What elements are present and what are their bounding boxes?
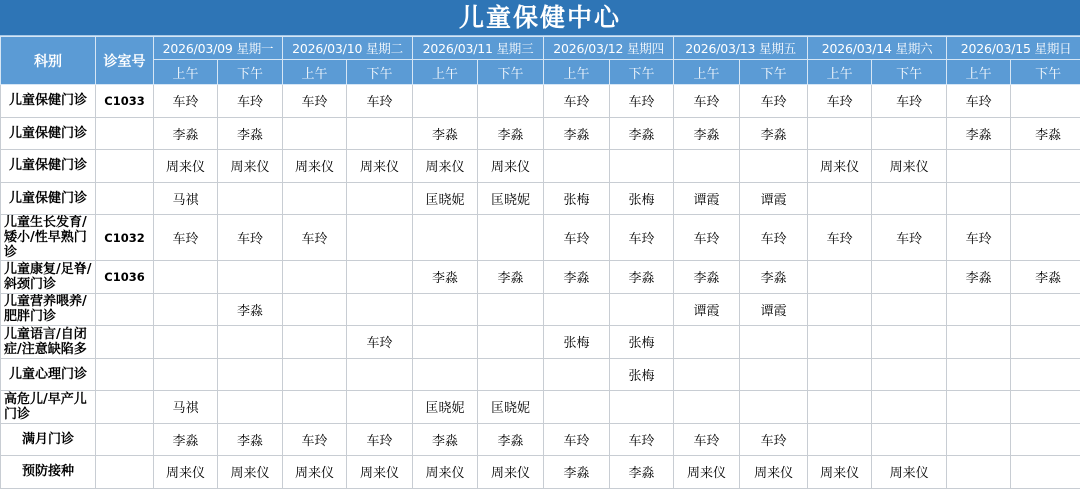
room-cell: [96, 326, 154, 359]
doctor-cell: 李淼: [740, 261, 808, 294]
doctor-cell: [413, 215, 478, 261]
doctor-cell: 李淼: [413, 423, 478, 456]
doctor-cell: [154, 293, 218, 326]
doctor-cell: [610, 293, 674, 326]
doctor-cell: [218, 182, 283, 215]
doctor-cell: 李淼: [218, 117, 283, 150]
table-row: [1, 85, 1080, 118]
pm-header: 下午: [218, 60, 283, 85]
room-cell: C1033: [96, 85, 154, 118]
doctor-cell: [413, 85, 478, 118]
room-cell: C1032: [96, 215, 154, 261]
doctor-cell: [478, 326, 544, 359]
date-header: 2026/03/15 星期日: [947, 37, 1080, 60]
doctor-cell: 张梅: [610, 358, 674, 391]
doctor-cell: 车玲: [610, 423, 674, 456]
doctor-cell: [347, 117, 413, 150]
doctor-cell: [872, 358, 947, 391]
table-row: [1, 261, 1080, 294]
doctor-cell: 李淼: [544, 261, 610, 294]
table-row: [1, 182, 1080, 215]
doctor-cell: [674, 391, 740, 424]
doctor-cell: 周来仪: [347, 150, 413, 183]
doctor-cell: 匡晓妮: [478, 182, 544, 215]
doctor-cell: [808, 182, 872, 215]
doctor-cell: 谭霞: [674, 182, 740, 215]
doctor-cell: 周来仪: [218, 456, 283, 489]
doctor-cell: 周来仪: [872, 456, 947, 489]
doctor-cell: 车玲: [740, 215, 808, 261]
table-row: [1, 456, 1080, 489]
doctor-cell: 周来仪: [740, 456, 808, 489]
doctor-cell: [808, 358, 872, 391]
am-header: 上午: [154, 60, 218, 85]
doctor-cell: [872, 326, 947, 359]
am-header: 上午: [674, 60, 740, 85]
doctor-cell: 李淼: [544, 117, 610, 150]
doctor-cell: [544, 293, 610, 326]
doctor-cell: 周来仪: [413, 456, 478, 489]
doctor-cell: 匡晓妮: [478, 391, 544, 424]
doctor-cell: [872, 293, 947, 326]
doctor-cell: [1011, 215, 1080, 261]
doctor-cell: 周来仪: [478, 150, 544, 183]
room-cell: [96, 182, 154, 215]
doctor-cell: 李淼: [544, 456, 610, 489]
doctor-cell: 周来仪: [154, 456, 218, 489]
doctor-cell: 车玲: [544, 423, 610, 456]
doctor-cell: [218, 391, 283, 424]
doctor-cell: [283, 358, 347, 391]
doctor-cell: 周来仪: [347, 456, 413, 489]
doctor-cell: [740, 391, 808, 424]
doctor-cell: 匡晓妮: [413, 391, 478, 424]
doctor-cell: [544, 150, 610, 183]
doctor-cell: [947, 293, 1011, 326]
doctor-cell: [413, 358, 478, 391]
doctor-cell: 车玲: [218, 85, 283, 118]
doctor-cell: 周来仪: [674, 456, 740, 489]
doctor-cell: 张梅: [544, 326, 610, 359]
doctor-cell: [1011, 456, 1080, 489]
doctor-cell: 周来仪: [478, 456, 544, 489]
date-header: 2026/03/09 星期一: [154, 37, 283, 60]
doctor-cell: 周来仪: [154, 150, 218, 183]
doctor-cell: 李淼: [740, 117, 808, 150]
doctor-cell: [347, 293, 413, 326]
department-cell: 高危儿/早产儿门诊: [1, 391, 96, 424]
doctor-cell: 李淼: [947, 261, 1011, 294]
room-cell: [96, 423, 154, 456]
doctor-cell: 车玲: [674, 85, 740, 118]
doctor-cell: 李淼: [154, 117, 218, 150]
room-header: 诊室号: [96, 37, 154, 85]
doctor-cell: 李淼: [610, 261, 674, 294]
doctor-cell: 车玲: [283, 85, 347, 118]
department-cell: 儿童心理门诊: [1, 358, 96, 391]
doctor-cell: 车玲: [674, 215, 740, 261]
department-header: 科别: [1, 37, 96, 85]
table-row: [1, 423, 1080, 456]
doctor-cell: [218, 326, 283, 359]
department-cell: 儿童营养喂养/肥胖门诊: [1, 293, 96, 326]
doctor-cell: [544, 358, 610, 391]
doctor-cell: [478, 358, 544, 391]
doctor-cell: 车玲: [347, 423, 413, 456]
doctor-cell: [674, 358, 740, 391]
pm-header: 下午: [347, 60, 413, 85]
date-header: 2026/03/14 星期六: [808, 37, 947, 60]
department-cell: 儿童保健门诊: [1, 182, 96, 215]
doctor-cell: 车玲: [872, 215, 947, 261]
doctor-cell: 车玲: [283, 215, 347, 261]
doctor-cell: 李淼: [218, 293, 283, 326]
doctor-cell: [872, 117, 947, 150]
doctor-cell: 谭霞: [740, 182, 808, 215]
doctor-cell: [1011, 182, 1080, 215]
doctor-cell: [808, 293, 872, 326]
doctor-cell: 张梅: [610, 182, 674, 215]
doctor-cell: 周来仪: [283, 150, 347, 183]
department-cell: 儿童语言/自闭症/注意缺陷多: [1, 326, 96, 359]
pm-header: 下午: [478, 60, 544, 85]
doctor-cell: [947, 358, 1011, 391]
doctor-cell: 车玲: [872, 85, 947, 118]
table-row: [1, 358, 1080, 391]
doctor-cell: [1011, 358, 1080, 391]
doctor-cell: 李淼: [478, 261, 544, 294]
doctor-cell: [947, 326, 1011, 359]
doctor-cell: [1011, 326, 1080, 359]
doctor-cell: 李淼: [413, 117, 478, 150]
doctor-cell: 李淼: [218, 423, 283, 456]
doctor-cell: [283, 326, 347, 359]
doctor-cell: [674, 150, 740, 183]
schedule-table: [0, 36, 1080, 489]
doctor-cell: [872, 182, 947, 215]
pm-header: 下午: [872, 60, 947, 85]
doctor-cell: [347, 182, 413, 215]
doctor-cell: [154, 358, 218, 391]
doctor-cell: [544, 391, 610, 424]
doctor-cell: 车玲: [544, 85, 610, 118]
doctor-cell: 李淼: [674, 117, 740, 150]
doctor-cell: 李淼: [413, 261, 478, 294]
doctor-cell: [478, 215, 544, 261]
doctor-cell: [347, 358, 413, 391]
room-cell: C1036: [96, 261, 154, 294]
doctor-cell: [872, 261, 947, 294]
doctor-cell: 车玲: [283, 423, 347, 456]
doctor-cell: 马祺: [154, 182, 218, 215]
doctor-cell: 车玲: [740, 423, 808, 456]
doctor-cell: [808, 261, 872, 294]
doctor-cell: [1011, 423, 1080, 456]
doctor-cell: [947, 423, 1011, 456]
doctor-cell: 车玲: [347, 85, 413, 118]
doctor-cell: [154, 326, 218, 359]
doctor-cell: 李淼: [947, 117, 1011, 150]
department-cell: 儿童保健门诊: [1, 150, 96, 183]
doctor-cell: [1011, 293, 1080, 326]
doctor-cell: 匡晓妮: [413, 182, 478, 215]
doctor-cell: [872, 391, 947, 424]
doctor-cell: [283, 391, 347, 424]
department-cell: 儿童保健门诊: [1, 85, 96, 118]
doctor-cell: 车玲: [610, 215, 674, 261]
department-cell: 儿童生长发育/矮小/性早熟门诊: [1, 215, 96, 261]
doctor-cell: [740, 326, 808, 359]
doctor-cell: [347, 391, 413, 424]
doctor-cell: 李淼: [154, 423, 218, 456]
room-cell: [96, 293, 154, 326]
department-cell: 满月门诊: [1, 423, 96, 456]
doctor-cell: 张梅: [610, 326, 674, 359]
doctor-cell: 车玲: [674, 423, 740, 456]
table-row: [1, 117, 1080, 150]
doctor-cell: [283, 261, 347, 294]
doctor-cell: 车玲: [544, 215, 610, 261]
doctor-cell: [218, 358, 283, 391]
doctor-cell: 李淼: [478, 117, 544, 150]
doctor-cell: [1011, 85, 1080, 118]
department-cell: 预防接种: [1, 456, 96, 489]
table-row: [1, 293, 1080, 326]
doctor-cell: 马祺: [154, 391, 218, 424]
table-row: [1, 150, 1080, 183]
doctor-cell: [154, 261, 218, 294]
doctor-cell: [740, 150, 808, 183]
table-row: [1, 215, 1080, 261]
am-header: 上午: [808, 60, 872, 85]
doctor-cell: 李淼: [610, 456, 674, 489]
pm-header: 下午: [610, 60, 674, 85]
doctor-cell: 李淼: [1011, 117, 1080, 150]
doctor-cell: 周来仪: [413, 150, 478, 183]
am-header: 上午: [544, 60, 610, 85]
doctor-cell: 车玲: [947, 85, 1011, 118]
doctor-cell: [947, 150, 1011, 183]
room-cell: [96, 358, 154, 391]
doctor-cell: [740, 358, 808, 391]
pm-header: 下午: [1011, 60, 1080, 85]
doctor-cell: [1011, 150, 1080, 183]
doctor-cell: [478, 293, 544, 326]
doctor-cell: [872, 423, 947, 456]
doctor-cell: 周来仪: [283, 456, 347, 489]
doctor-cell: 谭霞: [740, 293, 808, 326]
doctor-cell: [347, 215, 413, 261]
doctor-cell: 李淼: [1011, 261, 1080, 294]
doctor-cell: 李淼: [478, 423, 544, 456]
doctor-cell: 李淼: [610, 117, 674, 150]
doctor-cell: [674, 326, 740, 359]
doctor-cell: [283, 293, 347, 326]
doctor-cell: [808, 117, 872, 150]
doctor-cell: [413, 326, 478, 359]
doctor-cell: [283, 182, 347, 215]
doctor-cell: [808, 423, 872, 456]
department-cell: 儿童康复/足脊/斜颈门诊: [1, 261, 96, 294]
doctor-cell: 李淼: [674, 261, 740, 294]
doctor-cell: [1011, 391, 1080, 424]
date-header: 2026/03/10 星期二: [283, 37, 413, 60]
room-cell: [96, 117, 154, 150]
am-header: 上午: [413, 60, 478, 85]
doctor-cell: 周来仪: [808, 150, 872, 183]
date-header: 2026/03/13 星期五: [674, 37, 808, 60]
doctor-cell: [347, 261, 413, 294]
room-cell: [96, 391, 154, 424]
room-cell: [96, 150, 154, 183]
doctor-cell: [478, 85, 544, 118]
doctor-cell: 周来仪: [808, 456, 872, 489]
am-header: 上午: [283, 60, 347, 85]
doctor-cell: 谭霞: [674, 293, 740, 326]
doctor-cell: [283, 117, 347, 150]
doctor-cell: [947, 391, 1011, 424]
table-row: [1, 391, 1080, 424]
doctor-cell: 车玲: [947, 215, 1011, 261]
doctor-cell: [413, 293, 478, 326]
doctor-cell: 车玲: [740, 85, 808, 118]
doctor-cell: [808, 326, 872, 359]
doctor-cell: [947, 182, 1011, 215]
department-cell: 儿童保健门诊: [1, 117, 96, 150]
doctor-cell: 车玲: [154, 215, 218, 261]
doctor-cell: 车玲: [154, 85, 218, 118]
room-cell: [96, 456, 154, 489]
pm-header: 下午: [740, 60, 808, 85]
doctor-cell: 车玲: [218, 215, 283, 261]
doctor-cell: 周来仪: [872, 150, 947, 183]
doctor-cell: 车玲: [808, 85, 872, 118]
doctor-cell: [610, 391, 674, 424]
doctor-cell: [808, 391, 872, 424]
doctor-cell: [218, 261, 283, 294]
table-row: [1, 326, 1080, 359]
doctor-cell: 车玲: [347, 326, 413, 359]
doctor-cell: 车玲: [610, 85, 674, 118]
doctor-cell: [947, 456, 1011, 489]
doctor-cell: 周来仪: [218, 150, 283, 183]
page-title: 儿童保健中心: [0, 0, 1080, 36]
doctor-cell: 张梅: [544, 182, 610, 215]
am-header: 上午: [947, 60, 1011, 85]
doctor-cell: [610, 150, 674, 183]
doctor-cell: 车玲: [808, 215, 872, 261]
date-header: 2026/03/12 星期四: [544, 37, 674, 60]
date-header: 2026/03/11 星期三: [413, 37, 544, 60]
